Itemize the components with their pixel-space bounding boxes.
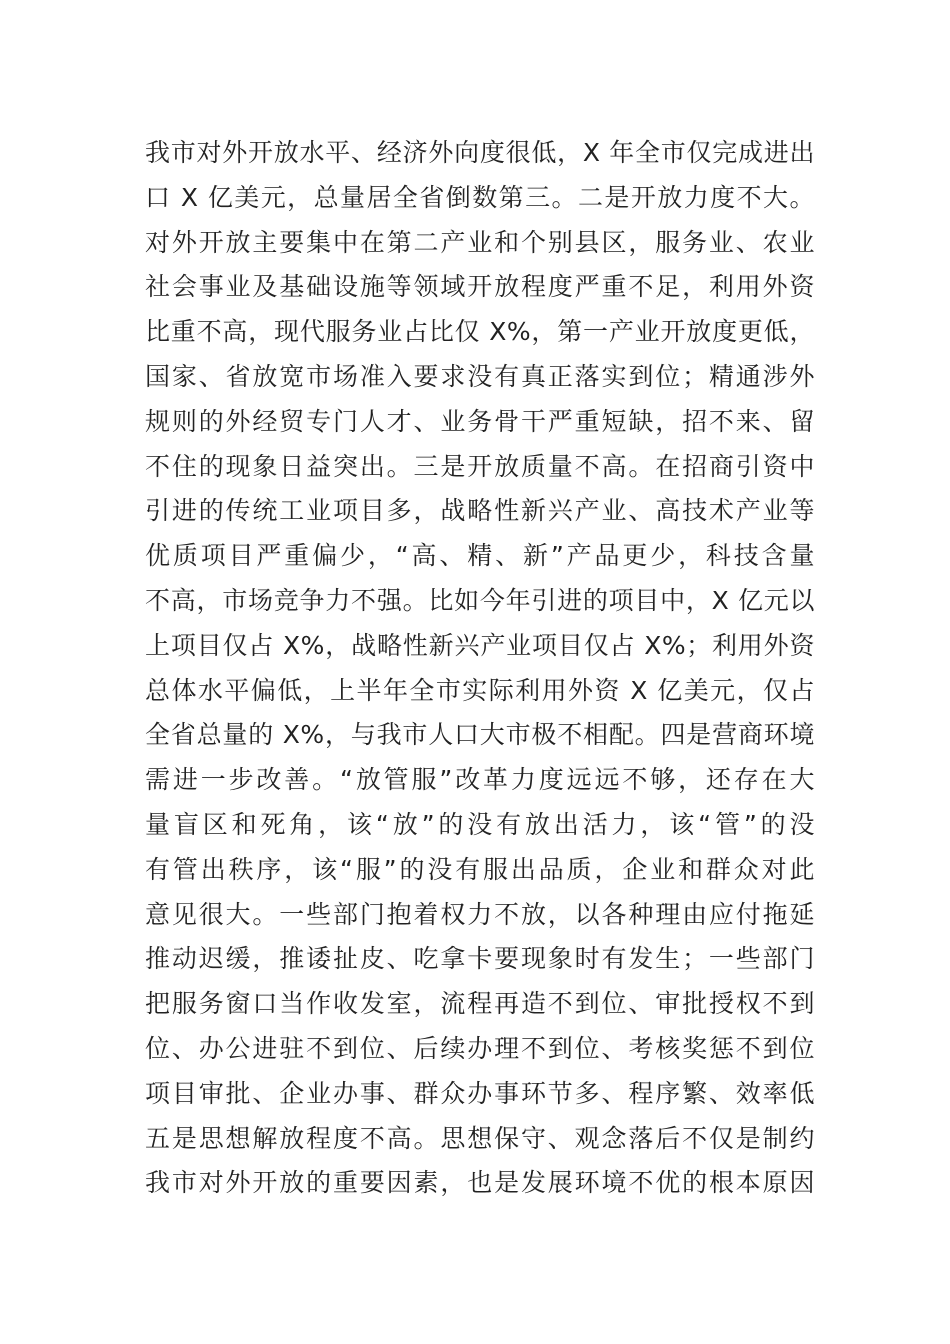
text-line: 国家、省放宽市场准入要求没有真正落实到位；精通涉外 [145, 361, 815, 391]
text-line: 把服务窗口当作收发室，流程再造不到位、审批授权不到 [145, 989, 815, 1019]
text-line: 有管出秩序，该“服”的没有服出品质，企业和群众对此 [145, 854, 815, 884]
text-line: 引进的传统工业项目多，战略性新兴产业、高技术产业等 [145, 496, 815, 526]
text-line: 不高，市场竞争力不强。比如今年引进的项目中，X 亿元以 [145, 585, 815, 615]
text-line: 项目审批、企业办事、群众办事环节多、程序繁、效率低 [145, 1078, 815, 1108]
text-line: 社会事业及基础设施等领域开放程度严重不足，利用外资 [145, 272, 815, 302]
text-line: 位、办公进驻不到位、后续办理不到位、考核奖惩不到位 [145, 1033, 815, 1063]
text-line: 意见很大。一些部门抱着权力不放，以各种理由应付拖延 [145, 899, 815, 929]
text-line: 规则的外经贸专门人才、业务骨干严重短缺，招不来、留 [145, 406, 815, 436]
text-line: 上项目仅占 X%，战略性新兴产业项目仅占 X%；利用外资 [145, 630, 815, 660]
text-line: 需进一步改善。“放管服”改革力度远远不够，还存在大 [145, 765, 815, 795]
text-line: 优质项目严重偏少，“高、精、新”产品更少，科技含量 [145, 541, 815, 571]
text-line: 比重不高，现代服务业占比仅 X%，第一产业开放度更低， [145, 317, 815, 347]
text-line: 推动迟缓，推诿扯皮、吃拿卡要现象时有发生；一些部门 [145, 944, 815, 974]
text-line: 五是思想解放程度不高。思想保守、观念落后不仅是制约 [145, 1123, 815, 1153]
text-line: 全省总量的 X%，与我市人口大市极不相配。四是营商环境 [145, 720, 815, 750]
text-line: 我市对外开放的重要因素，也是发展环境不优的根本原因 [145, 1168, 815, 1198]
text-line: 量盲区和死角，该“放”的没有放出活力，该“管”的没 [145, 809, 815, 839]
text-line: 对外开放主要集中在第二产业和个别县区，服务业、农业 [145, 227, 815, 257]
text-line: 我市对外开放水平、经济外向度很低，X 年全市仅完成进出 [145, 138, 815, 167]
text-line: 总体水平偏低，上半年全市实际利用外资 X 亿美元，仅占 [145, 675, 815, 705]
text-line: 不住的现象日益突出。三是开放质量不高。在招商引资中 [145, 451, 815, 481]
text-line: 口 X 亿美元，总量居全省倒数第三。二是开放力度不大。 [145, 182, 815, 212]
body-text [145, 131, 815, 1206]
